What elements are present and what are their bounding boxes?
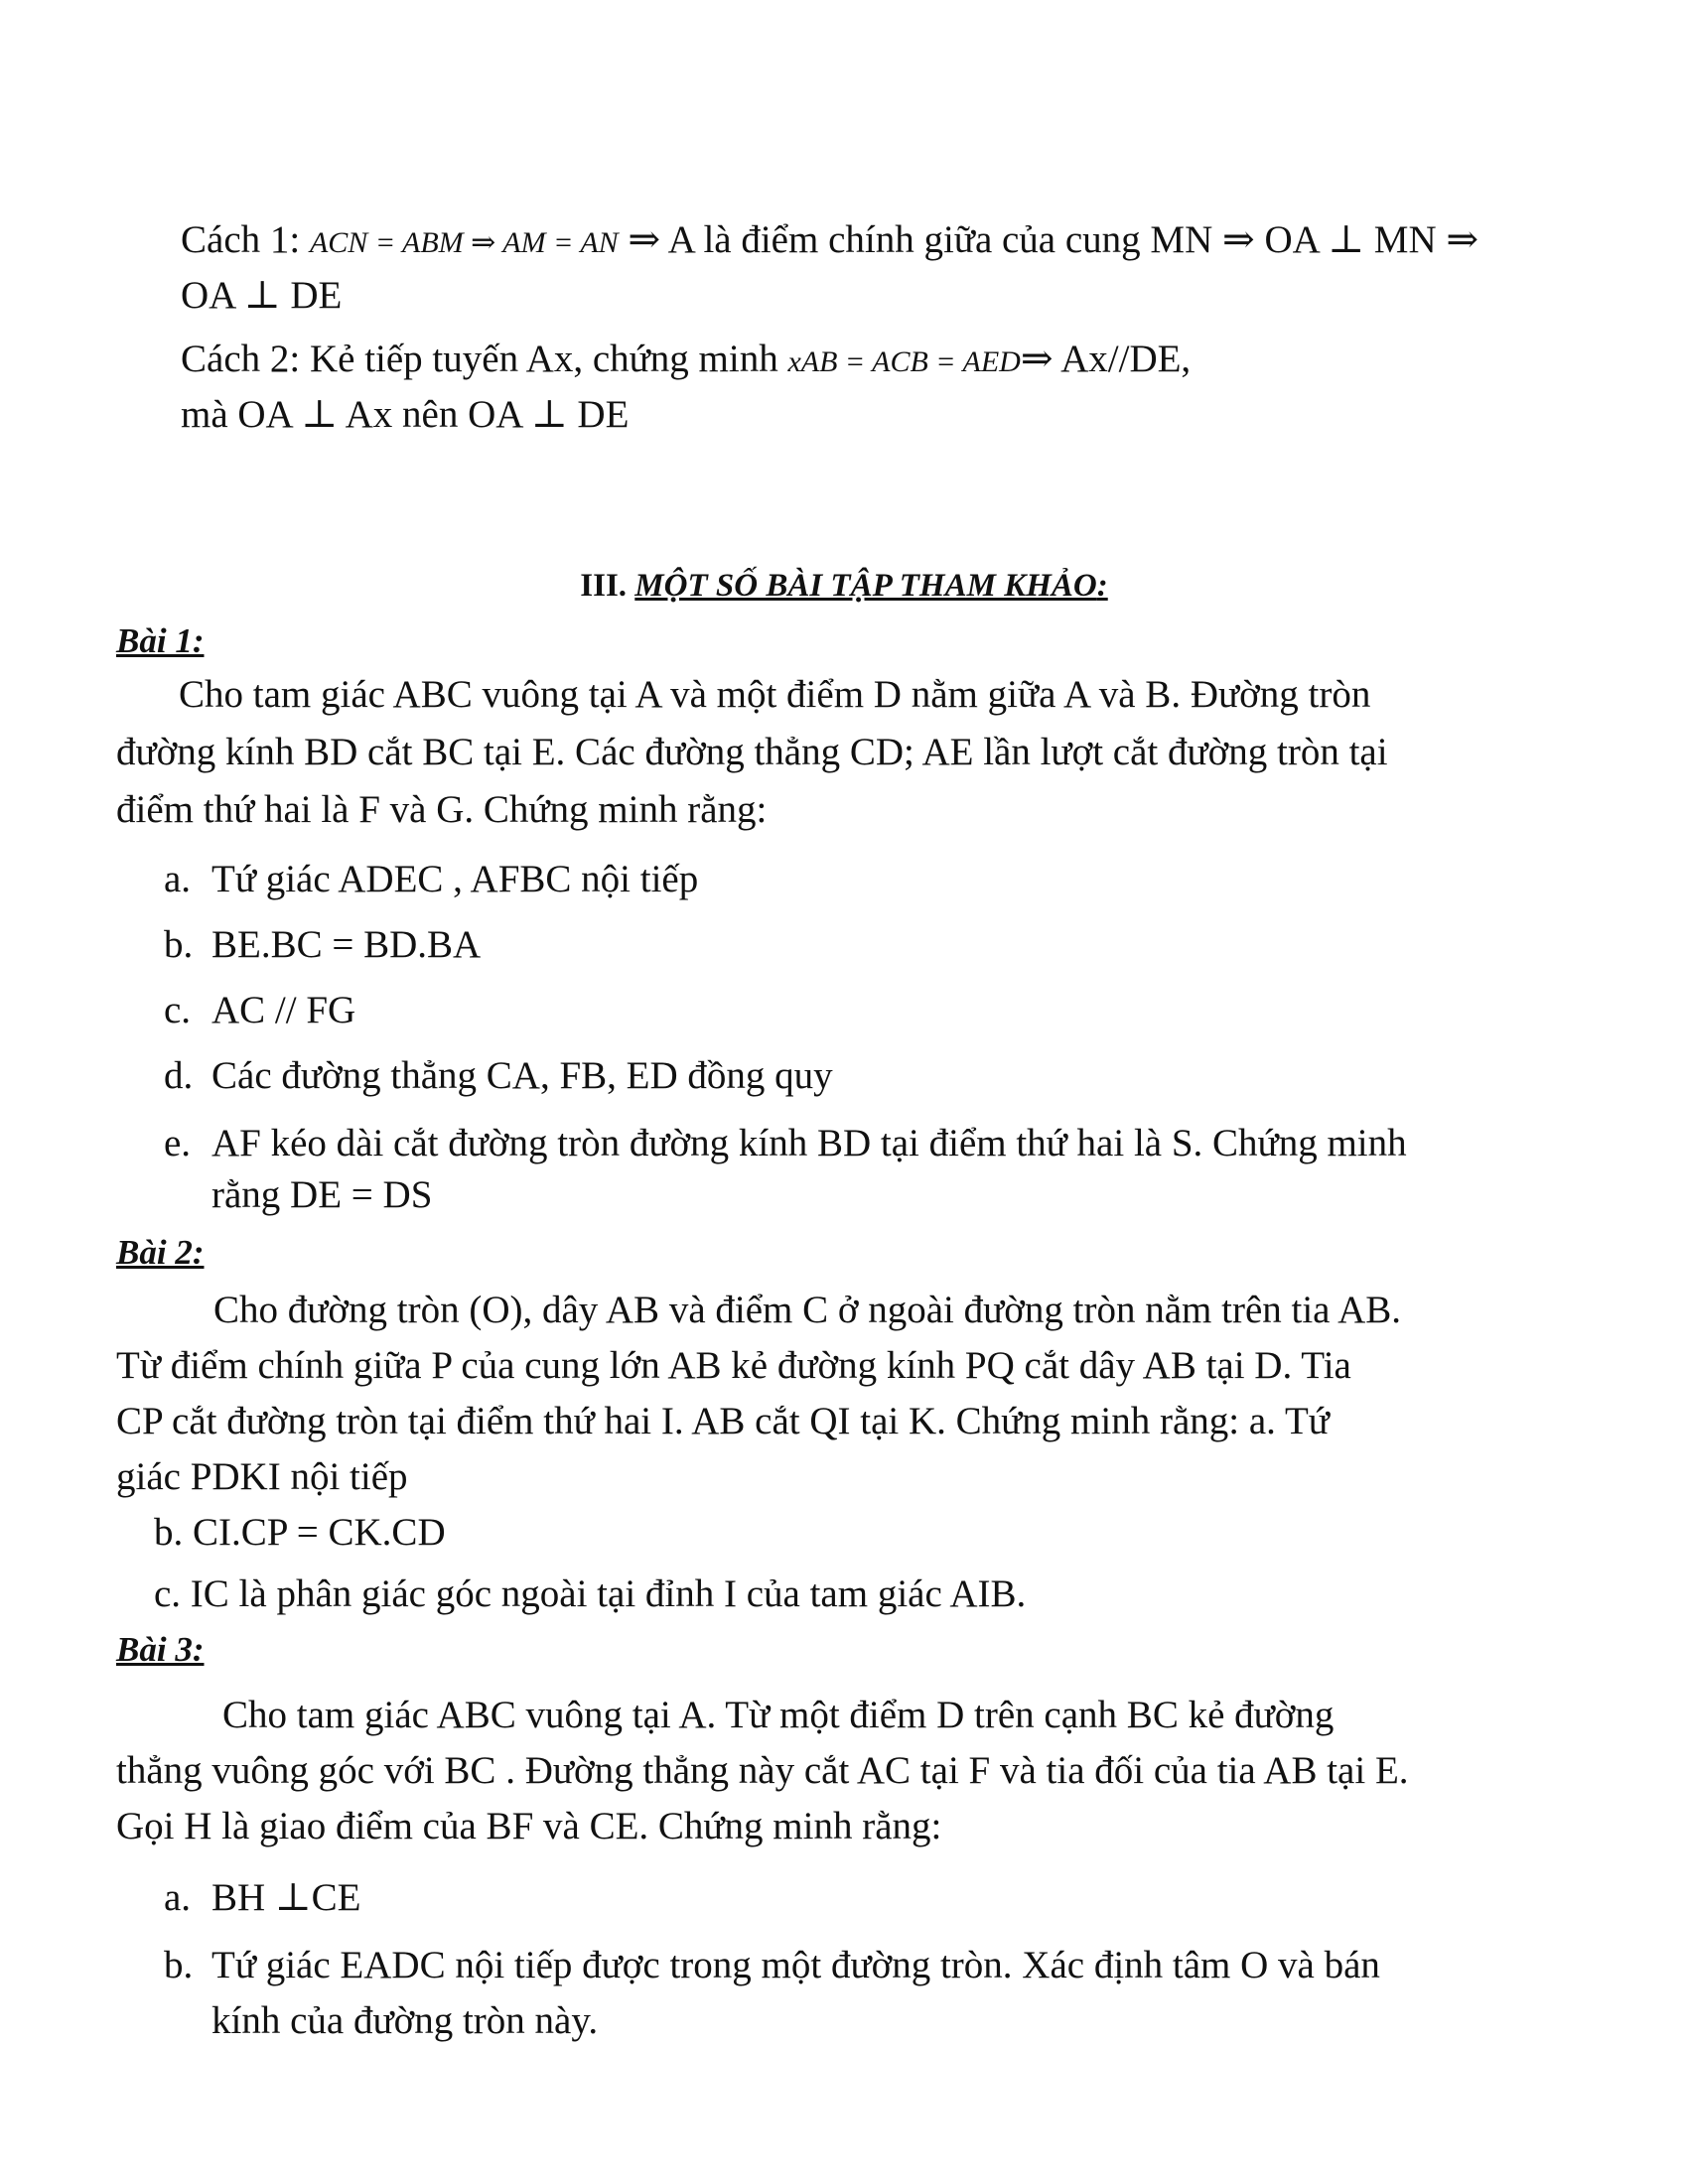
item-text: AF kéo dài cắt đường tròn đường kính BD tại điểm thứ hai là S. Chứng minh [211,1122,1407,1164]
method-1-line [181,216,1478,267]
method-2-rest: ⇒ Ax//DE, [1020,338,1192,380]
exercise-1-item-e [164,1120,1407,1167]
math-equals: = [837,345,873,378]
math-equals: = [367,226,403,259]
exercise-1-item-b [164,921,481,969]
method-1-rest: ⇒ A là điểm chính giữa của cung MN ⇒ OA ⊥ MN ⇒ [618,218,1479,261]
method-2-line-2: mà OA ⊥ Ax nên OA ⊥ DE [181,393,630,436]
item-label: d. [164,1054,194,1097]
method-1-line-2: OA ⊥ DE [181,274,343,317]
exercise-3-text-line: Cho tam giác ABC vuông tại A. Từ một điểm D trên cạnh BC kẻ đường [222,1694,1335,1736]
exercise-3-item-a [164,1874,360,1922]
exercise-1-item-a [164,856,698,903]
arc-am: AM [502,226,546,259]
exercise-2-text-line: CP cắt đường tròn tại điểm thứ hai I. AB cắt QI tại K. Chứng minh rằng: a. Tứ [116,1400,1330,1442]
item-label: e. [164,1122,192,1164]
item-label: c. [164,989,192,1031]
method-1-label: Cách 1: [181,218,310,261]
angle-acb: ACB [872,345,928,378]
item-label: a. [164,858,192,900]
exercise-3-text-line: thẳng vuông góc với BC . Đường thẳng này cắt AC tại F và tia đối của tia AB tại E. [116,1749,1409,1792]
exercise-1-text-line: đường kính BD cắt BC tại E. Các đường thẳng CD; AE lần lượt cắt đường tròn tại [116,731,1388,773]
exercise-1-text-line: điểm thứ hai là F và G. Chứng minh rằng: [116,788,768,831]
item-label: a. [164,1876,192,1919]
exercise-1-heading: Bài 1: [116,621,205,660]
section-colon: : [1096,568,1108,604]
angle-acn: ACN [309,226,368,259]
angle-aed: AED [962,345,1021,378]
exercise-1-item-c [164,987,355,1034]
exercise-3-item-b [164,1942,1380,1989]
exercise-2-text-line: Từ điểm chính giữa P của cung lớn AB kẻ đường kính PQ cắt dây AB tại D. Tia [116,1344,1351,1387]
math-implies: ⇒ [463,226,503,259]
exercise-3-heading: Bài 3: [116,1630,205,1669]
item-text: Các đường thẳng CA, FB, ED đồng quy [211,1054,833,1097]
method-2-label: Cách 2: Kẻ tiếp tuyến Ax, chứng minh [181,338,788,380]
exercise-2-text-line: Cho đường tròn (O), dây AB và điểm C ở ngoài đường tròn nằm trên tia AB. [213,1289,1402,1331]
exercise-2-item-b: b. CI.CP = CK.CD [154,1511,446,1554]
item-label: b. [164,1944,194,1986]
arc-an: AN [580,226,619,259]
item-text: Tứ giác ADEC , AFBC nội tiếp [211,858,699,900]
exercise-3-text-line: Gọi H là giao điểm của BF và CE. Chứng minh rằng: [116,1805,942,1847]
item-text: Tứ giác EADC nội tiếp được trong một đường tròn. Xác định tâm O và bán [211,1944,1380,1986]
exercise-1-text-line: Cho tam giác ABC vuông tại A và một điểm D nằm giữa A và B. Đường tròn [179,673,1371,716]
exercise-2-heading: Bài 2: [116,1233,205,1272]
section-title [0,564,1688,608]
math-equals: = [545,226,581,259]
exercise-2-item-c: c. IC là phân giác góc ngoài tại đỉnh I của tam giác AIB. [154,1572,1027,1615]
exercise-2-text-line: giác PDKI nội tiếp [116,1455,408,1498]
exercise-3-item-b-continued: kính của đường tròn này. [211,1999,599,2042]
item-text: BH ⊥CE [211,1876,361,1919]
math-equals: = [927,345,963,378]
method-2-line [181,336,1191,386]
angle-abm: ABM [402,226,464,259]
section-heading: MỘT SỐ BÀI TẬP THAM KHẢO [634,568,1097,604]
exercise-1-item-d [164,1052,833,1100]
section-number: III. [580,568,635,604]
item-text: AC // FG [211,989,356,1031]
item-text: BE.BC = BD.BA [211,923,482,966]
item-label: b. [164,923,194,966]
angle-xab: xAB [787,345,838,378]
exercise-1-item-e-continued: rằng DE = DS [211,1173,433,1216]
